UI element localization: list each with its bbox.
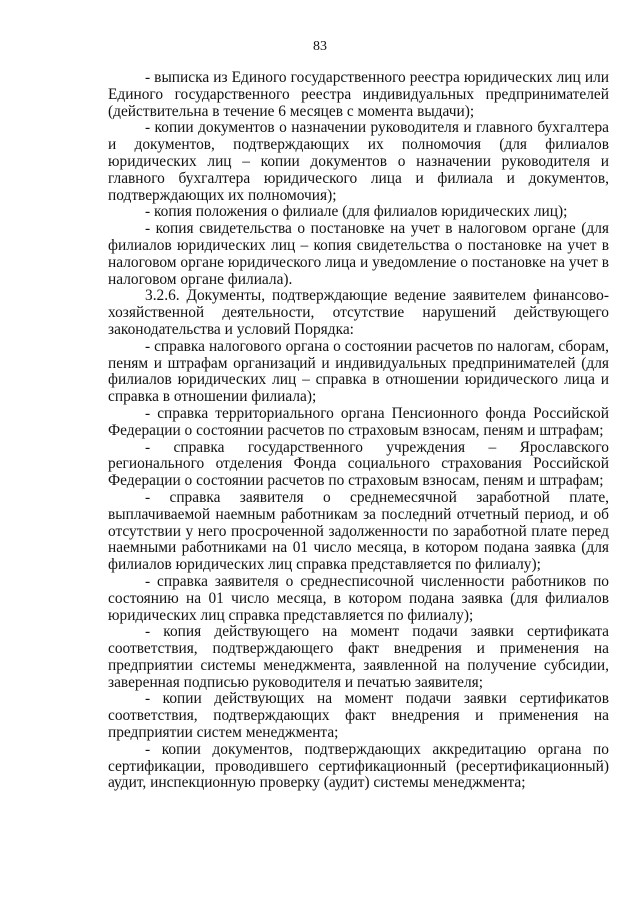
page-number: 83 <box>313 39 327 54</box>
paragraph-accreditation-documents: - копии документов, подтверждающих аккредитацию органа по сертификации, проводившего сертификационный (ресертификационный) аудит, инспекционную проверку (аудит) системы менеджмента; <box>108 740 609 792</box>
paragraph-tax-certificate: - справка налогового органа о состоянии расчетов по налогам, сборам, пеням и штрафам организаций и индивидуальных предпринимателей (для филиалов юридических лиц – справка в отношении юридического лица и справка в отношении филиала); <box>108 337 609 406</box>
paragraph-pension-fund-certificate: - справка территориального органа Пенсионного фонда Российской Федерации о состоянии расчетов по страховым взносам, пеням и штрафам; <box>108 404 609 439</box>
paragraph-social-insurance-certificate: - справка государственного учреждения – Ярославского регионального отделения Фонда социального страхования Российской Федерации о состоянии расчетов по страховым взносам, пеням и штрафам; <box>108 438 609 490</box>
document-body <box>108 70 609 792</box>
paragraph-tax-registration: - копия свидетельства о постановке на учет в налоговом органе (для филиалов юридических лиц – копия свидетельства о постановке на учет в налоговом органе юридического лица и уведомление о постановке на учет в налоговом органе филиала). <box>108 220 609 288</box>
paragraph-conformity-certificates-copies: - копии действующих на момент подачи заявки сертификатов соответствия, подтверждающих факт внедрения и применения на предприятии систем менеджмента; <box>108 690 609 742</box>
paragraph-branch-regulation: - копия положения о филиале (для филиалов юридических лиц); <box>145 203 568 221</box>
paragraph-conformity-certificate-copy: - копия действующего на момент подачи заявки сертификата соответствия, подтверждающего факт внедрения и применения на предприятии системы менеджмента, заявленной на получение субсидии, заверенная подписью руководителя и печатью заявителя; <box>108 623 609 691</box>
paragraph-appointment-documents: - копии документов о назначении руководителя и главного бухгалтера и документов, подтверждающих их полномочия (для филиалов юридических лиц – копии документов о назначении руководителя и главного бухгалтера юридического лица и филиала и документов, подтверждающих их полномочия); <box>108 119 609 204</box>
paragraph-headcount-certificate: - справка заявителя о среднесписочной численности работников по состоянию на 01 число месяца, в котором подана заявка (для филиалов юридических лиц справка представляется по филиалу); <box>108 572 609 624</box>
paragraph-average-salary-certificate: - справка заявителя о среднемесячной заработной плате, выплачиваемой наемным работникам за последний отчетный период, и об отсутствии у него просроченной задолженности по заработной плате перед наемными работниками на 01 число месяца, в котором подана заявка (для филиалов юридических лиц справка представляется по филиалу); <box>108 488 609 574</box>
paragraph-section-3-2-6: 3.2.6. Документы, подтверждающие ведение заявителем финансово-хозяйственной деятельности, отсутствие нарушений действующего законодательства и условий Порядка: <box>108 287 609 338</box>
paragraph-egrul-extract: - выписка из Единого государственного реестра юридических лиц или Единого государственного реестра индивидуальных предпринимателей (действительна в течение 6 месяцев с момента выдачи); <box>108 69 609 120</box>
